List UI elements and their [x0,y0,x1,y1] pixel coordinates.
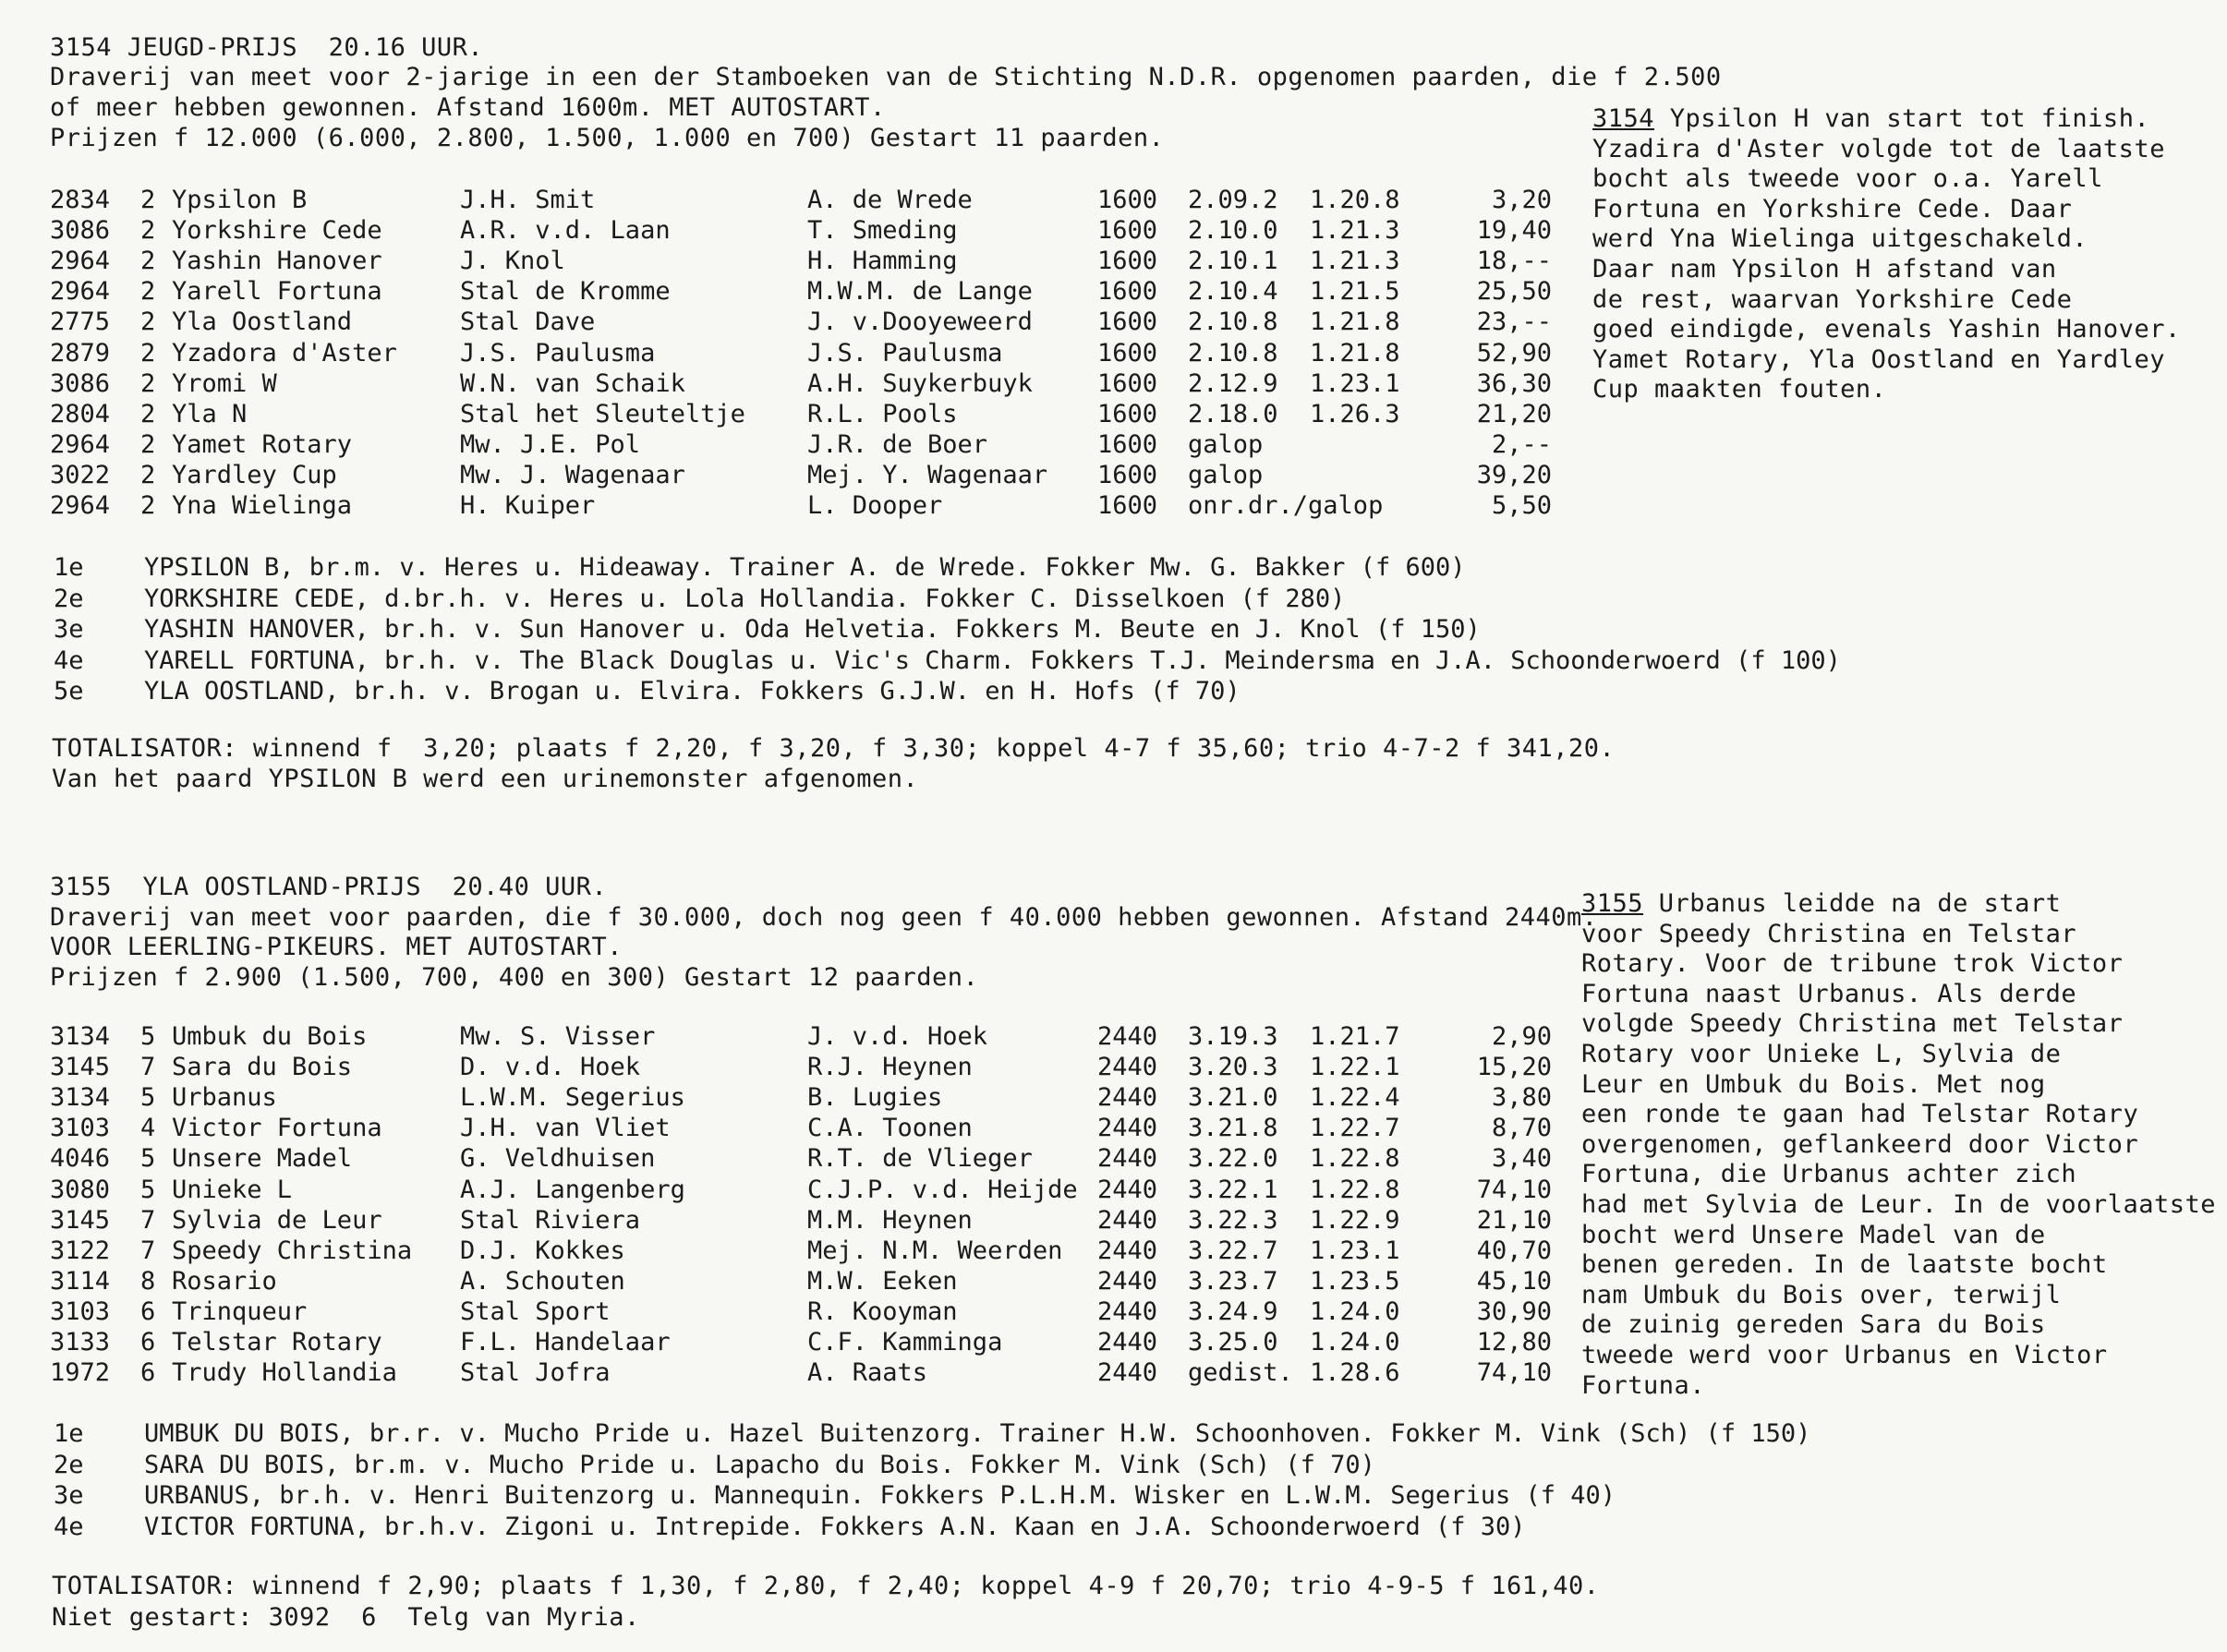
cell-driver: C.A. Toonen [807,1114,973,1143]
commentary-line: had met Sylvia de Leur. In de voorlaatste [1581,1190,2216,1219]
cell-id: 3133 [50,1328,111,1357]
cell-km: 1.21.8 [1310,307,1400,337]
cell-time: 2.10.0 [1188,216,1278,246]
cell-age: 2 [140,186,156,214]
cell-id: 2775 [50,307,111,337]
cell-owner: F.L. Handelaar [460,1328,671,1357]
cell-dist: 1600 [1097,429,1158,459]
cell-age: 2 [140,399,156,428]
commentary-line: werd Yna Wielinga uitgeschakeld. [1592,224,2088,254]
cell-driver: Mej. N.M. Weerden [807,1236,1063,1265]
cell-name: Yashin Hanover [172,247,382,276]
cell-id: 3145 [50,1205,111,1235]
cell-age: 6 [140,1296,156,1326]
cell-dist: 2440 [1097,1205,1158,1235]
commentary-line: Cup maakten fouten. [1592,375,1887,404]
cell-id: 3103 [50,1296,111,1326]
placing-text: YARELL FORTUNA, br.h. v. The Black Douglas u. Vic's Charm. Fokkers T.J. Meindersma en J.A. Schoonderwoerd (f 100) [144,645,1841,675]
cell-driver: C.F. Kamminga [807,1328,1003,1357]
cell-time: 3.21.0 [1188,1083,1278,1113]
cell-name: Yna Wielinga [172,491,353,520]
cell-odds: 25,50 [1476,277,1552,307]
cell-driver: R. Kooyman [807,1296,958,1326]
cell-dist: 2440 [1097,1328,1158,1357]
commentary-line: benen gereden. In de laatste bocht [1581,1250,2108,1280]
cell-odds: 23,-- [1476,307,1552,337]
cell-time: 3.24.9 [1188,1296,1278,1326]
cell-driver: M.M. Heynen [807,1205,973,1235]
cell-time: 2.12.9 [1188,368,1278,398]
cell-age: 5 [140,1022,156,1051]
cell-driver: L. Dooper [807,491,943,520]
commentary-line: nam Umbuk du Bois over, terwijl [1581,1280,2062,1309]
cell-id: 3134 [50,1022,111,1051]
cell-age: 7 [140,1053,156,1082]
cell-id: 1972 [50,1358,111,1388]
cell-dist: 1600 [1097,277,1158,307]
cell-odds: 52,90 [1476,338,1552,368]
totalisator: TOTALISATOR: winnend f 3,20; plaats f 2,20, f 3,20, f 3,30; koppel 4-7 f 35,60; trio 4-7-2 f 341,20. [52,734,1616,763]
cell-time: 2.10.8 [1188,338,1278,368]
cell-time: 2.10.1 [1188,247,1278,276]
commentary-line: bocht als tweede voor o.a. Yarell [1592,164,2103,194]
cell-driver: Mej. Y. Wagenaar [807,460,1048,489]
cell-time: 3.21.8 [1188,1114,1278,1143]
cell-dist: 2440 [1097,1144,1158,1174]
cell-odds: 39,20 [1476,460,1552,489]
cell-odds: 30,90 [1476,1296,1552,1326]
cell-name: Trudy Hollandia [172,1358,397,1388]
cell-dist: 2440 [1097,1175,1158,1204]
cell-name: Trinqueur [172,1296,308,1326]
cell-name: Yardley Cup [172,460,337,489]
cell-name: Yarell Fortuna [172,277,382,307]
race-note: Niet gestart: 3092 6 Telg van Myria. [52,1603,640,1632]
cell-age: 2 [140,247,156,276]
cell-km: 1.26.3 [1310,399,1400,428]
commentary-line: Leur en Umbuk du Bois. Met nog [1581,1069,2046,1099]
cell-odds: 36,30 [1476,368,1552,398]
cell-time: 3.22.0 [1188,1144,1278,1174]
cell-owner: Stal Dave [460,307,596,337]
cell-driver: C.J.P. v.d. Heijde [807,1175,1078,1204]
cell-km: 1.23.1 [1310,1236,1400,1265]
cell-driver: J.S. Paulusma [807,338,1003,368]
placing-position: 3e [54,615,84,644]
cell-km: 1.20.8 [1310,186,1400,214]
cell-owner: J.H. van Vliet [460,1114,671,1143]
placing-text: UMBUK DU BOIS, br.r. v. Mucho Pride u. Hazel Buitenzorg. Trainer H.W. Schoonhoven. Fokker M. Vink (Sch) (f 150) [144,1419,1811,1448]
cell-age: 2 [140,338,156,368]
placing-text: SARA DU BOIS, br.m. v. Mucho Pride u. Lapacho du Bois. Fokker M. Vink (Sch) (f 70) [144,1450,1375,1479]
cell-dist: 2440 [1097,1358,1158,1388]
cell-name: Yamet Rotary [172,429,353,459]
cell-owner: D. v.d. Hoek [460,1053,641,1082]
cell-owner: J.S. Paulusma [460,338,656,368]
cell-dist: 1600 [1097,216,1158,246]
cell-odds: 21,10 [1476,1205,1552,1235]
cell-time: 2.10.4 [1188,277,1278,307]
cell-name: Sylvia de Leur [172,1205,382,1235]
cell-km: 1.21.3 [1310,247,1400,276]
cell-dist: 1600 [1097,247,1158,276]
cell-driver: A.H. Suykerbuyk [807,368,1033,398]
cell-km: 1.24.0 [1310,1296,1400,1326]
race-description-2: of meer hebben gewonnen. Afstand 1600m. MET AUTOSTART. [50,93,886,122]
cell-driver: H. Hamming [807,247,958,276]
cell-time: galop [1188,429,1264,459]
cell-name: Yla Oostland [172,307,353,337]
cell-km: 1.22.1 [1310,1053,1400,1082]
commentary-ref: 3155 [1581,889,1644,918]
cell-id: 2879 [50,338,111,368]
cell-id: 2834 [50,186,111,214]
commentary-line: de rest, waarvan Yorkshire Cede [1592,284,2073,314]
cell-km: 1.23.5 [1310,1266,1400,1296]
placing-position: 1e [54,1419,84,1448]
cell-owner: A. Schouten [460,1266,625,1296]
cell-age: 8 [140,1266,156,1296]
commentary-line: tweede werd voor Urbanus en Victor [1581,1341,2108,1369]
cell-time: 3.23.7 [1188,1266,1278,1296]
race-description-3: Prijzen f 2.900 (1.500, 700, 400 en 300) Gestart 12 paarden. [50,963,979,992]
cell-age: 2 [140,216,156,246]
cell-id: 3022 [50,460,111,489]
cell-driver: T. Smeding [807,216,958,246]
cell-dist: 1600 [1097,338,1158,368]
cell-owner: G. Veldhuisen [460,1144,656,1174]
cell-driver: A. Raats [807,1358,928,1388]
cell-driver: J. v.Dooyeweerd [807,307,1033,337]
cell-km: 1.22.8 [1310,1144,1400,1174]
placing-text: YLA OOSTLAND, br.h. v. Brogan u. Elvira. Fokkers G.J.W. en H. Hofs (f 70) [144,677,1241,705]
placing-position: 1e [54,553,84,582]
cell-name: Telstar Rotary [172,1328,382,1357]
commentary-line: 3155 Urbanus leidde na de start [1581,889,2062,918]
placing-position: 4e [54,645,84,675]
commentary-line: bocht werd Unsere Madel van de [1581,1220,2046,1249]
cell-driver: B. Lugies [807,1083,943,1113]
cell-time: 3.19.3 [1188,1022,1278,1051]
cell-dist: 2440 [1097,1114,1158,1143]
race-description-1: Draverij van meet voor paarden, die f 30.000, doch nog geen f 40.000 hebben gewonnen. Afstand 2440m. [50,903,1598,932]
cell-age: 2 [140,491,156,520]
cell-name: Urbanus [172,1083,277,1113]
cell-odds: 19,40 [1476,216,1552,246]
placing-text: URBANUS, br.h. v. Henri Buitenzorg u. Mannequin. Fokkers P.L.H.M. Wisker en L.W.M. Segerius (f 40) [144,1481,1616,1510]
commentary-line: Yamet Rotary, Yla Oostland en Yardley [1592,344,2165,374]
cell-id: 2964 [50,429,111,459]
cell-name: Sara du Bois [172,1053,353,1082]
commentary-line: overgenomen, geflankeerd door Victor [1581,1129,2139,1159]
cell-driver: J. v.d. Hoek [807,1022,988,1051]
cell-owner: J.H. Smit [460,186,596,214]
cell-name: Yromi W [172,368,277,398]
cell-km: 1.23.1 [1310,368,1400,398]
placing-text: YPSILON B, br.m. v. Heres u. Hideaway. Trainer A. de Wrede. Fokker Mw. G. Bakker (f 600) [144,553,1466,582]
cell-dist: 1600 [1097,186,1158,214]
cell-odds: 74,10 [1476,1175,1552,1204]
race-title: 3154 JEUGD-PRIJS 20.16 UUR. [50,33,484,62]
cell-age: 5 [140,1144,156,1174]
placing-position: 2e [54,584,84,613]
commentary-line: Fortuna naast Urbanus. Als derde [1581,979,2077,1008]
cell-age: 2 [140,429,156,459]
cell-age: 7 [140,1205,156,1235]
cell-driver: R.L. Pools [807,399,958,428]
commentary-line: 3154 Ypsilon H van start tot finish. [1592,104,2150,133]
cell-id: 3086 [50,368,111,398]
cell-dist: 2440 [1097,1083,1158,1113]
cell-time: 3.22.3 [1188,1205,1278,1235]
cell-name: Victor Fortuna [172,1114,382,1143]
cell-odds: 74,10 [1476,1358,1552,1388]
cell-dist: 1600 [1097,399,1158,428]
placing-position: 2e [54,1450,84,1479]
cell-id: 3103 [50,1114,111,1143]
totalisator: TOTALISATOR: winnend f 2,90; plaats f 1,30, f 2,80, f 2,40; koppel 4-9 f 20,70; trio 4-9-5 f 161,40. [52,1572,1600,1600]
placing-text: YORKSHIRE CEDE, d.br.h. v. Heres u. Lola Hollandia. Fokker C. Disselkoen (f 280) [144,584,1346,613]
race-note: Van het paard YPSILON B werd een urinemonster afgenomen. [52,765,919,793]
cell-owner: Stal het Sleuteltje [460,399,745,428]
cell-dist: 1600 [1097,460,1158,489]
cell-age: 6 [140,1358,156,1388]
cell-age: 6 [140,1328,156,1357]
cell-time: onr.dr./galop [1188,491,1384,520]
commentary-line: Rotary voor Unieke L, Sylvia de [1581,1040,2062,1068]
cell-id: 2964 [50,491,111,520]
cell-time: 2.18.0 [1188,399,1278,428]
cell-age: 2 [140,307,156,337]
cell-dist: 1600 [1097,491,1158,520]
cell-owner: L.W.M. Segerius [460,1083,685,1113]
placing-text: VICTOR FORTUNA, br.h.v. Zigoni u. Intrepide. Fokkers A.N. Kaan en J.A. Schoonderwoerd (f 30) [144,1512,1526,1541]
cell-id: 3114 [50,1266,111,1296]
cell-odds: 21,20 [1476,399,1552,428]
cell-owner: Mw. J. Wagenaar [460,460,685,489]
cell-age: 5 [140,1083,156,1113]
cell-odds: 3,20 [1491,186,1552,214]
cell-driver: M.W. Eeken [807,1266,958,1296]
commentary-line: Rotary. Voor de tribune trok Victor [1581,949,2124,979]
commentary-line: volgde Speedy Christina met Telstar [1581,1009,2124,1039]
cell-name: Yla N [172,399,248,428]
cell-driver: R.T. de Vlieger [807,1144,1033,1174]
placing-text: YASHIN HANOVER, br.h. v. Sun Hanover u. Oda Helvetia. Fokkers M. Beute en J. Knol (f 150) [144,615,1481,644]
cell-age: 4 [140,1114,156,1143]
cell-driver: M.W.M. de Lange [807,277,1033,307]
race-description-2: VOOR LEERLING-PIKEURS. MET AUTOSTART. [50,933,623,961]
cell-name: Ypsilon B [172,186,308,214]
cell-odds: 2,90 [1491,1022,1552,1051]
cell-odds: 15,20 [1476,1053,1552,1082]
race-description-1: Draverij van meet voor 2-jarige in een der Stamboeken van de Stichting N.D.R. opgenomen paarden, die f 2.500 [50,63,1722,91]
commentary-line: Fortuna, die Urbanus achter zich [1581,1160,2077,1189]
cell-owner: Stal Jofra [460,1358,611,1388]
cell-time: galop [1188,460,1264,489]
cell-dist: 1600 [1097,307,1158,337]
cell-age: 7 [140,1236,156,1265]
cell-km: 1.22.9 [1310,1205,1400,1235]
cell-driver: J.R. de Boer [807,429,988,459]
cell-odds: 18,-- [1476,247,1552,276]
cell-age: 5 [140,1175,156,1204]
cell-name: Umbuk du Bois [172,1022,368,1051]
cell-age: 2 [140,277,156,307]
cell-time: 2.09.2 [1188,186,1278,214]
cell-owner: Mw. J.E. Pol [460,429,641,459]
cell-owner: A.R. v.d. Laan [460,216,671,246]
cell-km: 1.22.8 [1310,1175,1400,1204]
placing-position: 4e [54,1512,84,1541]
cell-km: 1.22.4 [1310,1083,1400,1113]
cell-owner: A.J. Langenberg [460,1175,685,1204]
cell-time: 3.20.3 [1188,1053,1278,1082]
placing-position: 5e [54,677,84,705]
cell-owner: W.N. van Schaik [460,368,685,398]
cell-odds: 2,-- [1491,429,1552,459]
cell-owner: H. Kuiper [460,491,596,520]
cell-owner: D.J. Kokkes [460,1236,625,1265]
cell-time: 3.22.7 [1188,1236,1278,1265]
cell-dist: 2440 [1097,1022,1158,1051]
race-description-3: Prijzen f 12.000 (6.000, 2.800, 1.500, 1.000 en 700) Gestart 11 paarden. [50,124,1165,152]
cell-odds: 3,40 [1491,1144,1552,1174]
commentary-line: een ronde te gaan had Telstar Rotary [1581,1100,2139,1129]
commentary-line: Fortuna. [1581,1370,1706,1400]
cell-odds: 12,80 [1476,1328,1552,1357]
cell-km: 1.21.5 [1310,277,1400,307]
commentary-line: Daar nam Ypsilon H afstand van [1592,255,2057,283]
commentary-line: de zuinig gereden Sara du Bois [1581,1310,2046,1340]
cell-id: 2964 [50,247,111,276]
cell-owner: Stal Sport [460,1296,611,1326]
cell-dist: 2440 [1097,1053,1158,1082]
cell-owner: Mw. S. Visser [460,1022,656,1051]
commentary-line: Yzadira d'Aster volgde tot de laatste [1592,134,2165,163]
commentary-ref: 3154 [1592,104,1655,133]
cell-name: Speedy Christina [172,1236,413,1265]
cell-id: 3080 [50,1175,111,1204]
commentary-line: voor Speedy Christina en Telstar [1581,919,2077,948]
cell-name: Unieke L [172,1175,293,1204]
cell-id: 3134 [50,1083,111,1113]
cell-odds: 40,70 [1476,1236,1552,1265]
cell-odds: 3,80 [1491,1083,1552,1113]
cell-id: 2964 [50,277,111,307]
cell-owner: Stal Riviera [460,1205,641,1235]
cell-id: 3086 [50,216,111,246]
cell-driver: A. de Wrede [807,186,973,214]
cell-odds: 5,50 [1491,491,1552,520]
commentary-line: Fortuna en Yorkshire Cede. Daar [1592,194,2073,223]
cell-id: 2804 [50,399,111,428]
cell-time: 2.10.8 [1188,307,1278,337]
cell-id: 3122 [50,1236,111,1265]
cell-time: 3.22.1 [1188,1175,1278,1204]
cell-km: 1.24.0 [1310,1328,1400,1357]
cell-time: gedist. [1188,1358,1293,1388]
cell-age: 2 [140,460,156,489]
cell-odds: 8,70 [1491,1114,1552,1143]
cell-km: 1.21.3 [1310,216,1400,246]
race-title: 3155 YLA OOSTLAND-PRIJS 20.40 UUR. [50,873,608,901]
cell-km: 1.21.7 [1310,1022,1400,1051]
cell-id: 3145 [50,1053,111,1082]
cell-km: 1.22.7 [1310,1114,1400,1143]
cell-km: 1.28.6 [1310,1358,1400,1388]
cell-age: 2 [140,368,156,398]
cell-dist: 1600 [1097,368,1158,398]
cell-id: 4046 [50,1144,111,1174]
commentary-line: goed eindigde, evenals Yashin Hanover. [1592,315,2181,344]
cell-dist: 2440 [1097,1266,1158,1296]
cell-name: Yorkshire Cede [172,216,382,246]
cell-odds: 45,10 [1476,1266,1552,1296]
cell-name: Rosario [172,1266,277,1296]
cell-name: Unsere Madel [172,1144,353,1174]
placing-position: 3e [54,1481,84,1510]
cell-time: 3.25.0 [1188,1328,1278,1357]
cell-dist: 2440 [1097,1296,1158,1326]
cell-owner: Stal de Kromme [460,277,671,307]
cell-km: 1.21.8 [1310,338,1400,368]
cell-driver: R.J. Heynen [807,1053,973,1082]
cell-owner: J. Knol [460,247,565,276]
cell-name: Yzadora d'Aster [172,338,397,368]
cell-dist: 2440 [1097,1236,1158,1265]
